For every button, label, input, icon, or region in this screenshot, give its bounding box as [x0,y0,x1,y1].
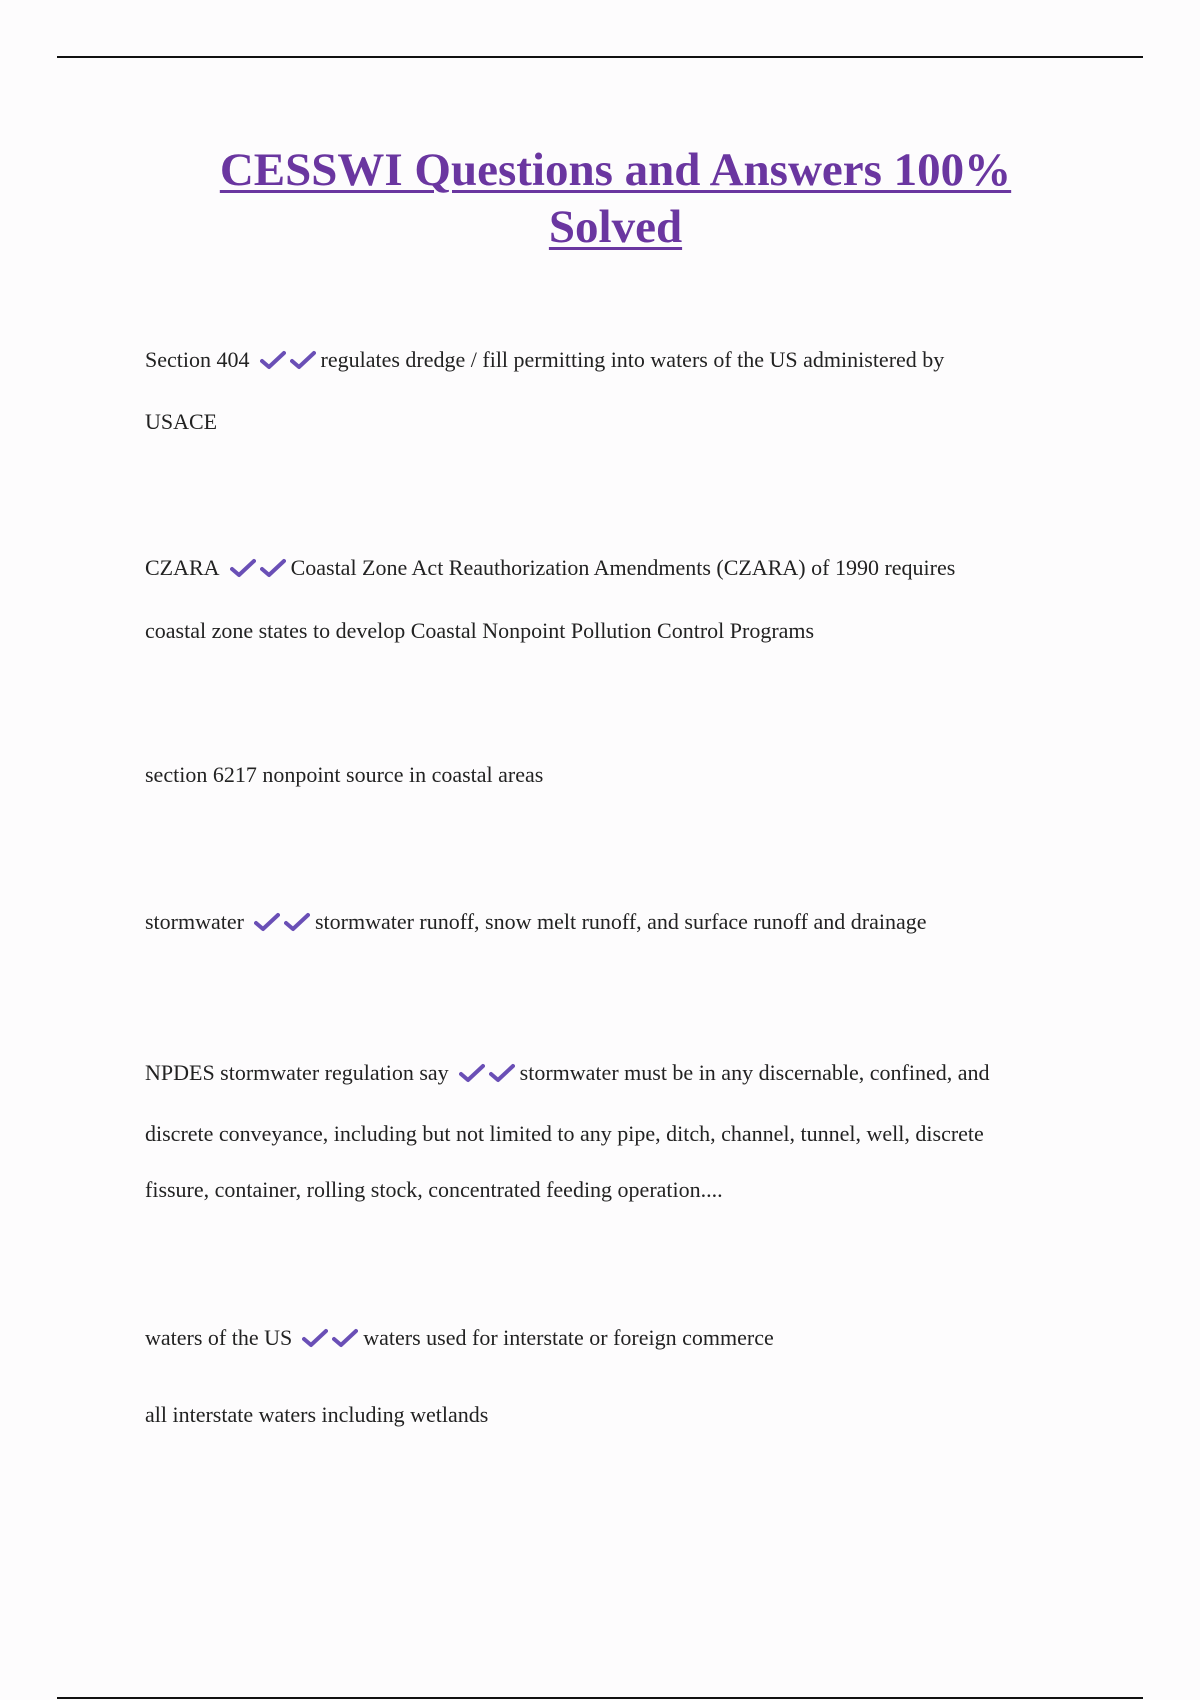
top-rule [57,56,1143,58]
qa-answer-continued: fissure, container, rolling stock, concentrated feeding operation.... [145,1177,723,1202]
double-check-icon [457,1060,517,1086]
qa-section-404 [145,347,944,373]
qa-answer-continued: USACE [145,409,218,434]
qa-answer: Coastal Zone Act Reauthorization Amendments (CZARA) of 1990 requires [290,555,956,580]
qa-answer-continued: coastal zone states to develop Coastal Nonpoint Pollution Control Programs [145,618,815,643]
double-check-icon [252,909,312,935]
qa-stormwater [145,909,927,935]
qa-answer: waters used for interstate or foreign commerce [363,1325,774,1350]
double-check-icon [228,555,288,581]
qa-answer-continued: all interstate waters including wetlands [145,1402,489,1427]
qa-note: section 6217 nonpoint source in coastal areas [145,762,544,787]
qa-term: Section 404 [145,347,250,372]
double-check-icon [258,347,318,373]
qa-answer: stormwater runoff, snow melt runoff, and surface runoff and drainage [314,909,927,934]
page-title [0,142,1200,256]
qa-term: waters of the US [145,1325,293,1350]
bottom-rule [57,1697,1143,1699]
qa-answer: stormwater must be in any discernable, confined, and [519,1060,990,1085]
qa-answer-continued: discrete conveyance, including but not limited to any pipe, ditch, channel, tunnel, well, discrete [145,1121,984,1146]
qa-npdes [145,1060,989,1086]
qa-term: stormwater [145,909,244,934]
double-check-icon [300,1325,360,1351]
title-line-1: CESSWI Questions and Answers 100% [219,144,1012,196]
qa-term: NPDES stormwater regulation say [145,1060,449,1085]
title-line-2: Solved [548,201,683,253]
qa-czara [145,555,955,581]
qa-term: CZARA [145,555,220,580]
qa-waters-of-the-us [145,1325,774,1351]
qa-answer: regulates dredge / fill permitting into waters of the US administered by [320,347,945,372]
